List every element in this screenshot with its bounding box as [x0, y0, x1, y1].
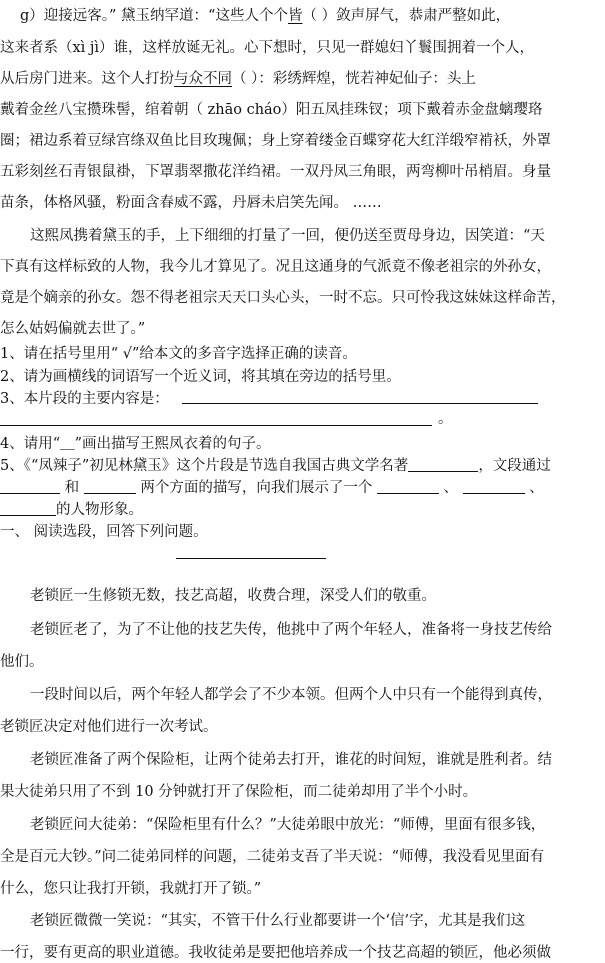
question-4 [0, 434, 271, 454]
passage2-para5-line-3: 什么，您只让我打开锁，我就打开了锁。” [0, 881, 262, 897]
passage1-para2-line-2: 下真有这样标致的人物，我今儿才算见了。况且这通身的气派竟不像老祖宗的外孙女， [0, 259, 551, 275]
text-segment: 、 [443, 480, 459, 496]
passage1-para2-line-3: 竟是个嫡亲的孙女。怨不得老祖宗天天口头心头，一时不忘。只可怜我这妹妹这样命苦， [0, 290, 566, 306]
passage1-para2-line-1: 这熙凤携着黛玉的手，上下细细的打量了一回，便仍送至贾母身边，因笑道：“天 [30, 228, 545, 244]
text-segment: 4、请用“ [0, 436, 61, 452]
passage2-para3-line-1: 一段时间以后，两个年轻人都学会了不少本领。但两个人中只有一个能得到真传， [30, 687, 552, 703]
passage2-para5-line-2: 全是百元大钞。”问二徒弟同样的问题，二徒弟支吾了半天说：“师傅，我没看见里面有 [0, 849, 545, 865]
answer-paren[interactable]: （ ） [302, 8, 337, 24]
passage1-line-7: 苗条，体格风骚，粉面含春威不露，丹唇未启笑先闻。 …… [0, 195, 382, 211]
passage2-para5-line-1: 老锁匠问大徒弟：“保险柜里有什么？”大徒弟眼中放光：“师傅，里面有很多钱， [30, 817, 546, 833]
text-segment: ，文段通过 [478, 458, 551, 474]
passage1-para2-line-4: 怎么姑妈偏就去世了。” [0, 321, 146, 337]
passage2-para4-line-1: 老锁匠准备了两个保险柜，让两个徒弟去打开，谁花的时间短，谁就是胜利者。结 [30, 752, 552, 768]
passage1-line-4: 戴着金丝八宝攒珠髻，绾着朝（ zhāo cháo）阳五凤挂珠钗；项下戴着赤金盘螭璎珞 [0, 102, 543, 118]
text-segment: 两个方面的描写，向我们展示了一个 [140, 480, 373, 496]
text-segment: 从后房门进来。这个人打扮 [0, 71, 174, 87]
text-segment: g）迎接远客。” 黛玉纳罕道：“这些人个个 [20, 8, 288, 24]
text-segment: 、 [529, 480, 544, 496]
text-segment: 和 [64, 480, 80, 496]
q5-blank-3[interactable] [377, 479, 439, 494]
text-segment: 敛声屏气，恭肃严整如此， [336, 8, 511, 24]
question-5-line-2 [0, 478, 544, 498]
q3-end-mark: 。 [438, 411, 453, 427]
passage1-line-3 [0, 69, 476, 89]
passage1-line-6: 五彩刻丝石青银鼠褂，下罩翡翠撒花洋绉裙。一双丹凤三角眼，两弯柳叶吊梢眉。身量 [0, 164, 551, 180]
q5-blank-2[interactable] [84, 479, 136, 494]
passage2-para6-line-2: 一行，要有更高的职业道德。我收徒弟是要把他培养成一个技艺高超的锁匠，他必须做 [0, 945, 551, 961]
section-2-heading: 一、 阅读选段，回答下列问题。 [0, 524, 208, 540]
text-segment: 的人物形象。 [56, 502, 143, 518]
q5-blank-4[interactable] [463, 479, 525, 494]
underlined-word-yuzhongbutong: 与众不同 [174, 71, 232, 87]
q3-answer-line-2[interactable] [0, 425, 432, 426]
passage2-para4-line-2: 果大徒弟只用了不到 10 分钟就打开了保险柜，而二徒弟却用了半个小时。 [0, 784, 478, 800]
question-1: 1、请在括号里用“ √”给本文的多音字选择正确的读音。 [0, 346, 357, 362]
question-5-line-3 [0, 500, 143, 520]
q3-answer-line-1[interactable] [182, 403, 538, 404]
q5-blank-5[interactable] [0, 501, 56, 516]
passage2-para2-line-2: 他们。 [0, 654, 44, 670]
underlined-word-jie: 皆 [287, 8, 303, 24]
question-3: 3、本片段的主要内容是： [0, 391, 169, 407]
passage2-para3-line-2: 老锁匠决定对他们进行一次考试。 [0, 719, 218, 735]
passage2-para-1: 老锁匠一生修锁无数，技艺高超，收费合理，深受人们的敬重。 [30, 588, 436, 604]
text-segment: ：彩绣辉煌，恍若神妃仙子：头上 [258, 71, 476, 87]
passage1-line-2: 这来者系（xì jì）谁，这样放诞无礼。心下想时，只见一群媳妇丫鬟围拥着一个人， [0, 40, 535, 56]
passage1-line-1 [20, 6, 510, 26]
question-2: 2、请为画横线的词语写一个近义词，将其填在旁边的括号里。 [0, 369, 401, 385]
passage2-para6-line-1: 老锁匠微微一笑说：“其实，不管干什么行业都要讲一个‘信’字，尤其是我们这 [30, 913, 526, 929]
text-segment: ”画出描写王熙凤衣着的句子。 [74, 436, 271, 452]
q5-blank-book[interactable] [408, 457, 478, 472]
answer-paren[interactable]: （ ） [232, 71, 259, 87]
title-blank[interactable] [176, 558, 326, 559]
text-segment: 5、《“凤辣子”初见林黛玉》这个片段是节选自我国古典文学名著 [0, 458, 409, 474]
q5-blank-1[interactable] [0, 479, 60, 494]
passage2-para2-line-1: 老锁匠老了，为了不让他的技艺失传，他挑中了两个年轻人，准备将一身技艺传给 [30, 622, 552, 638]
question-5-line-1 [0, 456, 551, 476]
passage1-line-5: 圈；裙边系着豆绿宫绦双鱼比目玫瑰佩；身上穿着缕金百蝶穿花大红洋缎窄褃袄，外罩 [0, 133, 551, 149]
underline-mark: ＿ [60, 436, 75, 452]
